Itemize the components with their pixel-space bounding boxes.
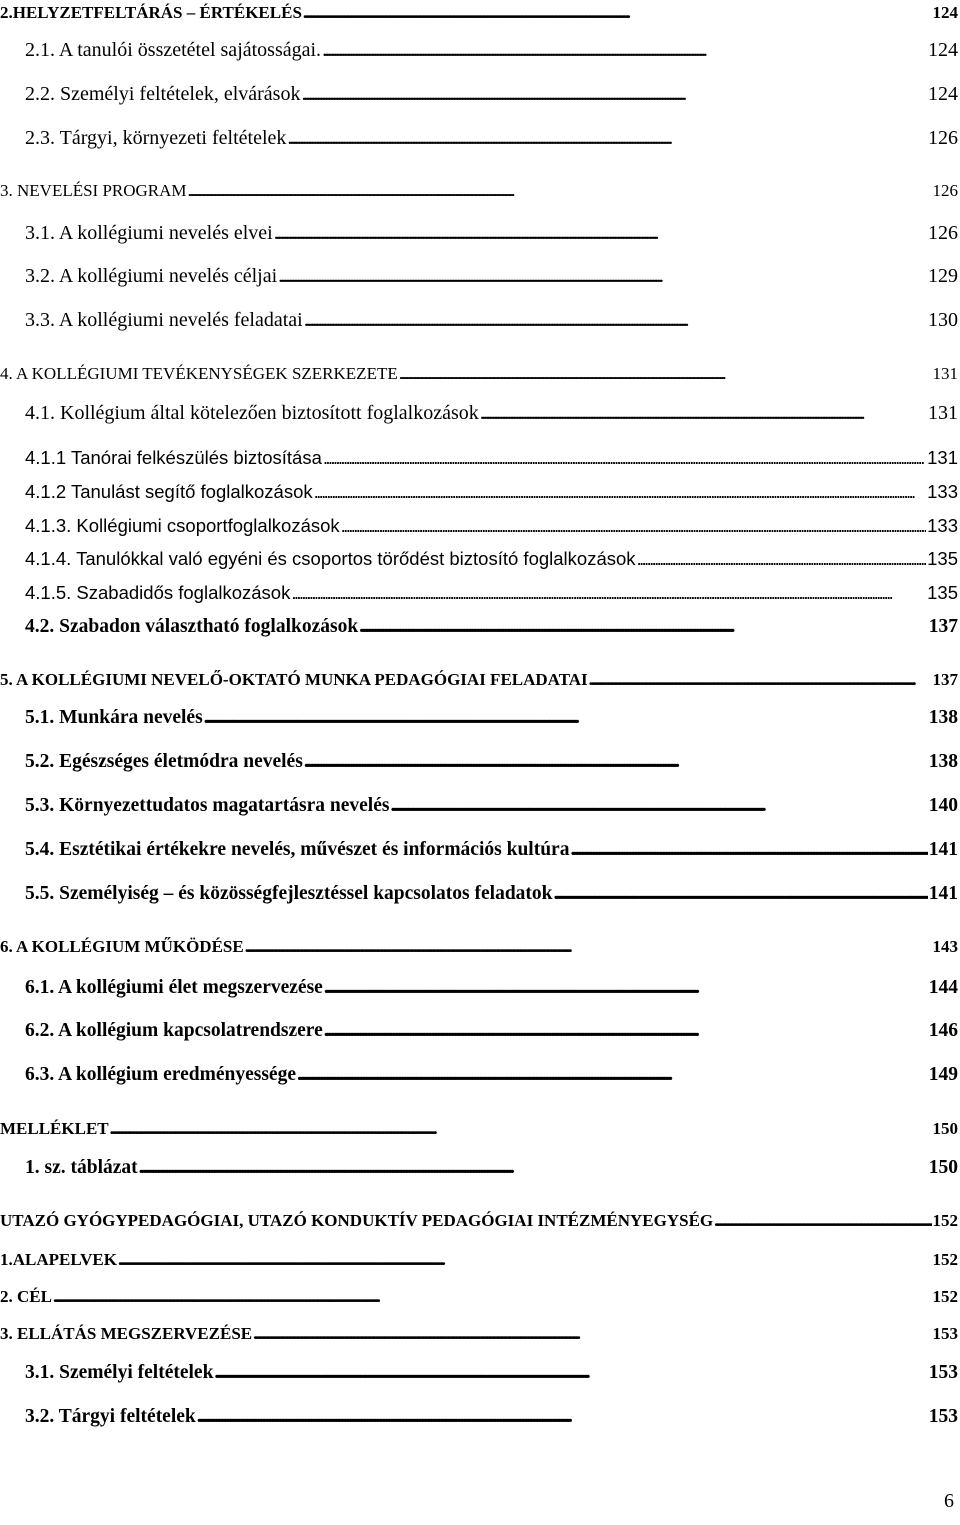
dot-leader [291,582,926,604]
toc-entry-label: 3. ELLÁTÁS MEGSZERVEZÉSE [0,1324,253,1343]
toc-entry-label: 2.HELYZETFELTÁRÁS – ÉRTÉKELÉS [0,3,302,22]
dot-leader [253,1324,931,1344]
dot-leader [637,548,927,570]
dot-leader [589,670,932,690]
dot-leader [53,1287,932,1307]
dot-leader [245,937,932,957]
toc-entry-label: 4.1.3. Kollégiumi csoportfoglalkozások [25,515,340,536]
dot-leader [278,265,927,288]
dot-leader [480,402,927,425]
toc-entry[interactable] [0,1119,958,1139]
toc-entry[interactable] [0,1250,958,1270]
toc-entry-label: UTAZÓ GYÓGYPEDAGÓGIAI, UTAZÓ KONDUKTÍV PEDAGÓGIAI INTÉZMÉNYEGYSÉG [0,1211,714,1230]
toc-entry[interactable] [25,83,958,106]
toc-entry[interactable] [25,265,958,288]
toc-entry[interactable] [25,1020,958,1042]
toc-entry[interactable] [25,839,958,861]
toc-entry-page: 135 [927,548,958,569]
toc-entry-label: 6.1. A kollégiumi élet megszervezése [25,977,323,998]
toc-entry-page: 146 [928,1020,958,1041]
toc-entry-label: 3.3. A kollégiumi nevelés feladatai [25,309,303,331]
toc-entry[interactable] [25,1406,958,1428]
toc-entry[interactable] [25,707,958,729]
toc-entry-label: 5. A KOLLÉGIUMI NEVELŐ-OKTATÓ MUNKA PEDAGÓGIAI FELADATAI [0,670,588,689]
dot-leader [197,1406,928,1428]
toc-entry-label: 3.2. A kollégiumi nevelés céljai [25,265,278,287]
toc-entry[interactable] [25,616,958,638]
dot-leader [714,1211,931,1231]
dot-leader [341,515,926,537]
toc-entry-label: 1.ALAPELVEK [0,1250,117,1269]
toc-entry-label: 5.5. Személyiség – és közösségfejlesztéssel kapcsolatos feladatok [25,883,553,904]
toc-entry-label: 2.1. A tanulói összetétel sajátosságai. [25,39,322,61]
toc-entry[interactable] [25,883,958,905]
toc-entry[interactable] [25,977,958,999]
toc-entry-page: 126 [928,222,958,244]
toc-entry-label: 5.3. Környezettudatos magatartásra nevelés [25,795,390,816]
toc-entry-label: 4.1.4. Tanulókkal való egyéni és csoportos törődést biztosító foglalkozások [25,548,636,569]
toc-entry-page: 131 [927,447,958,468]
toc-entry[interactable] [25,1362,958,1384]
toc-entry[interactable] [25,515,958,537]
dot-leader [214,1362,927,1384]
toc-entry-page: 129 [928,265,958,287]
toc-entry-page: 153 [928,1362,958,1383]
toc-entry-label: 2.2. Személyi feltételek, elvárások [25,83,301,105]
dot-leader [188,181,932,201]
toc-entry[interactable] [0,937,958,957]
toc-entry-page: 131 [928,402,958,424]
dot-leader [554,883,928,905]
toc-entry-label: 4. A KOLLÉGIUMI TEVÉKENYSÉGEK SZERKEZETE [0,364,398,383]
dot-leader [323,447,926,469]
toc-entry-page: 130 [928,309,958,331]
dot-leader [274,222,927,245]
dot-leader [359,616,928,638]
toc-entry[interactable] [0,670,958,690]
toc-entry[interactable] [0,3,958,23]
dot-leader [322,39,927,62]
toc-entry[interactable] [0,1287,958,1307]
toc-entry-page: 152 [932,1211,958,1230]
toc-entry[interactable] [25,795,958,817]
toc-entry-label: 5.2. Egészséges életmódra nevelés [25,751,303,772]
toc-entry-page: 150 [928,1157,958,1178]
toc-entry-page: 141 [928,839,958,860]
toc-entry-page: 135 [927,582,958,603]
toc-entry[interactable] [25,751,958,773]
toc-entry-label: 4.1. Kollégium által kötelezően biztosított foglalkozások [25,402,479,424]
toc-entry-page: 124 [928,39,958,61]
toc-entry-label: 5.4. Esztétikai értékekre nevelés, művészet és információs kultúra [25,839,570,860]
toc-entry[interactable] [0,1324,958,1344]
dot-leader [287,127,927,150]
toc-entry-label: 4.1.5. Szabadidős foglalkozások [25,582,291,603]
toc-entry-label: 5.1. Munkára nevelés [25,707,203,728]
dot-leader [297,1064,928,1086]
dot-leader [301,83,927,106]
toc-entry-label: 6.2. A kollégium kapcsolatrendszere [25,1020,323,1041]
toc-entry[interactable] [0,1211,958,1231]
toc-entry-label: 6. A KOLLÉGIUM MŰKÖDÉSE [0,937,244,956]
dot-leader [324,1020,928,1042]
dot-leader [324,977,928,999]
toc-entry[interactable] [25,309,958,332]
toc-entry-page: 152 [932,1287,958,1306]
toc-entry-page: 153 [928,1406,958,1427]
toc-entry-page: 150 [932,1119,958,1138]
toc-entry-page: 152 [932,1250,958,1269]
dot-leader [118,1250,932,1270]
toc-entry-page: 133 [927,515,958,536]
dot-leader [110,1119,932,1139]
toc-entry[interactable] [25,127,958,150]
toc-entry-label: 2. CÉL [0,1287,52,1306]
toc-entry-page: 126 [932,181,958,200]
toc-entry[interactable] [0,181,958,201]
toc-entry-label: 2.3. Tárgyi, környezeti feltételek [25,127,287,149]
dot-leader [399,364,932,384]
toc-entry-label: 1. sz. táblázat [25,1157,138,1178]
toc-entry-label: 3. NEVELÉSI PROGRAM [0,181,187,200]
toc-entry-page: 137 [932,670,958,689]
toc-entry-page: 140 [928,795,958,816]
toc-entry-page: 133 [927,481,958,502]
toc-entry-label: 3.1. A kollégiumi nevelés elvei [25,222,273,244]
page-number: 6 [944,1490,954,1512]
toc-entry-page: 124 [932,3,958,22]
toc-entry[interactable] [25,481,958,503]
toc-entry-page: 137 [928,616,958,637]
toc-entry-label: 4.2. Szabadon választható foglalkozások [25,616,359,637]
toc-entry[interactable] [25,402,958,425]
toc-entry-page: 144 [928,977,958,998]
toc-entry[interactable] [25,1157,958,1179]
toc-entry[interactable] [0,364,958,384]
toc-entry-page: 124 [928,83,958,105]
toc-entry-page: 153 [932,1324,958,1343]
toc-entry-page: 126 [928,127,958,149]
toc-entry[interactable] [25,39,958,62]
toc-entry[interactable] [25,1064,958,1086]
toc-entry-page: 138 [928,751,958,772]
toc-entry-label: MELLÉKLET [0,1119,109,1138]
toc-entry-label: 3.2. Tárgyi feltételek [25,1406,196,1427]
dot-leader [303,3,932,23]
toc-entry[interactable] [25,447,958,469]
dot-leader [139,1157,928,1179]
dot-leader [204,707,928,729]
toc-entry[interactable] [25,222,958,245]
toc-entry-page: 141 [928,883,958,904]
dot-leader [390,795,927,817]
dot-leader [570,839,927,861]
toc-entry-page: 149 [928,1064,958,1085]
toc-entry-label: 3.1. Személyi feltételek [25,1362,214,1383]
toc-entry-label: 4.1.1 Tanórai felkészülés biztosítása [25,447,322,468]
dot-leader [314,481,926,503]
toc-entry-page: 138 [928,707,958,728]
toc-entry-label: 4.1.2 Tanulást segítő foglalkozások [25,481,313,502]
toc-entry-page: 143 [932,937,958,956]
toc-entry-page: 131 [932,364,958,383]
toc-entry-label: 6.3. A kollégium eredményessége [25,1064,296,1085]
dot-leader [304,309,927,332]
dot-leader [304,751,928,773]
toc-entry[interactable] [25,582,958,604]
toc-entry[interactable] [25,548,958,570]
